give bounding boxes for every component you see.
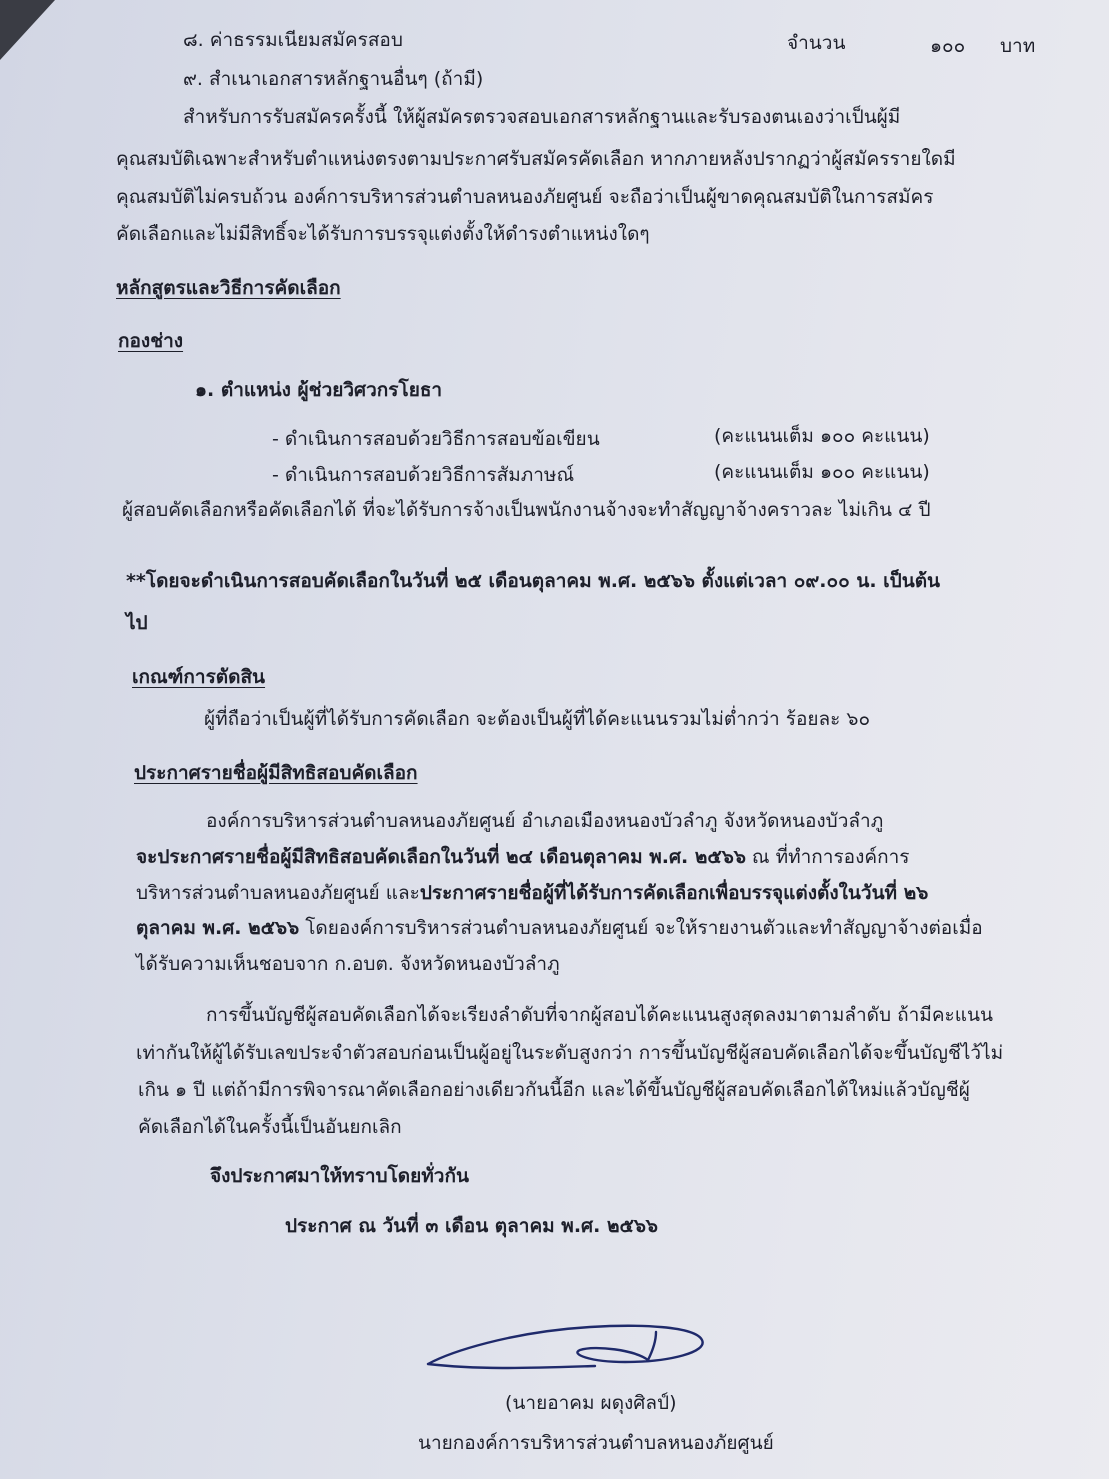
item-8-unit: บาท: [1000, 35, 1036, 57]
item-9-label: ๙. สำเนาเอกสารหลักฐานอื่นๆ (ถ้ามี): [183, 68, 484, 90]
announce-rest: ณ ที่ทำการองค์การ: [745, 846, 910, 868]
exam-date-note: **โดยจะดำเนินการสอบคัดเลือกในวันที่ ๒๕ เดือนตุลาคม พ.ศ. ๒๕๖๖ ตั้งแต่เวลา ๐๙.๐๐ น. เป็นต้น: [126, 570, 941, 592]
list-line: เท่ากันให้ผู้ได้รับเลขประจำตัวสอบก่อนเป็นผู้อยู่ในระดับสูงกว่า การขึ้นบัญชีผู้สอบคัดเลือกได้จะขึ้นบัญชีไว้ไม่: [136, 1042, 1004, 1064]
method-score: (คะแนนเต็ม ๑๐๐ คะแนน): [714, 461, 930, 483]
announce-month-bold: ตุลาคม พ.ศ. ๒๕๖๖: [136, 917, 300, 939]
method-score: (คะแนนเต็ม ๑๐๐ คะแนน): [714, 425, 930, 447]
signature-mark: [420, 1312, 720, 1392]
signer-name: (นายอาคม ผดุงศิลป์): [505, 1392, 677, 1414]
method-item: - ดำเนินการสอบด้วยวิธีการสอบข้อเขียน: [272, 428, 600, 450]
method-item: - ดำเนินการสอบด้วยวิธีการสัมภาษณ์: [272, 464, 575, 486]
intro-line: คุณสมบัติเฉพาะสำหรับตำแหน่งตรงตามประกาศรับสมัครคัดเลือก หากภายหลังปรากฏว่าผู้สมัครรายใดมี: [116, 148, 956, 170]
item-8-label: ๘. ค่าธรรมเนียมสมัครสอบ: [183, 29, 403, 51]
announce-date: ประกาศ ณ วันที่ ๓ เดือน ตุลาคม พ.ศ. ๒๕๖๖: [285, 1215, 658, 1237]
background-corner: [0, 0, 55, 60]
section-heading-criteria: เกณฑ์การตัดสิน: [132, 666, 266, 688]
intro-line: คุณสมบัติไม่ครบถ้วน องค์การบริหารส่วนตำบลหนองภัยศูนย์ จะถือว่าเป็นผู้ขาดคุณสมบัติในการสมัคร: [116, 186, 934, 208]
list-line: เกิน ๑ ปี แต่ถ้ามีการพิจารณาคัดเลือกอย่างเดียวกันนี้อีก และได้ขึ้นบัญชีผู้สอบคัดเลือกได้ใหม่แล้วบัญชีผู้: [138, 1079, 970, 1101]
announce-line: [136, 880, 928, 906]
exam-date-note-cont: ไป: [126, 612, 148, 634]
signer-title: นายกองค์การบริหารส่วนตำบลหนองภัยศูนย์: [418, 1432, 774, 1454]
section-heading-method: หลักสูตรและวิธีการคัดเลือก: [116, 277, 341, 299]
announce-date-bold: จะประกาศรายชื่อผู้มีสิทธิสอบคัดเลือกในวันที่ ๒๔ เดือนตุลาคม พ.ศ. ๒๕๖๖: [136, 846, 746, 868]
item-8-qty-label: จำนวน: [787, 32, 846, 54]
item-8-amount: ๑๐๐: [930, 35, 966, 57]
criteria-text: ผู้ที่ถือว่าเป็นผู้ที่ได้รับการคัดเลือก จะต้องเป็นผู้ที่ได้คะแนนรวมไม่ต่ำกว่า ร้อยละ ๖๐: [204, 708, 871, 730]
list-line: คัดเลือกได้ในครั้งนี้เป็นอันยกเลิก: [138, 1116, 402, 1138]
division-heading: กองช่าง: [118, 330, 184, 352]
announce-normal: บริหารส่วนตำบลหนองภัยศูนย์ และ: [136, 882, 420, 904]
announce-rest: โดยองค์การบริหารส่วนตำบลหนองภัยศูนย์ จะให้รายงานตัวและทำสัญญาจ้างต่อเมื่อ: [299, 917, 983, 939]
closing-statement: จึงประกาศมาให้ทราบโดยทั่วกัน: [210, 1165, 469, 1187]
list-line: การขึ้นบัญชีผู้สอบคัดเลือกได้จะเรียงลำดับที่จากผู้สอบได้คะแนนสูงสุดลงมาตามลำดับ ถ้ามีคะแนน: [206, 1004, 993, 1026]
position-title: ๑. ตำแหน่ง ผู้ช่วยวิศวกรโยธา: [195, 379, 443, 401]
intro-line: คัดเลือกและไม่มีสิทธิ์จะได้รับการบรรจุแต่งตั้งให้ดำรงตำแหน่งใดๆ: [116, 223, 650, 245]
announce-result-bold: ประกาศรายชื่อผู้ที่ได้รับการคัดเลือกเพื่อบรรจุแต่งตั้งในวันที่ ๒๖: [419, 882, 929, 904]
section-heading-announce: ประกาศรายชื่อผู้มีสิทธิสอบคัดเลือก: [134, 762, 418, 784]
contract-note: ผู้สอบคัดเลือกหรือคัดเลือกได้ ที่จะได้รับการจ้างเป็นพนักงานจ้างจะทำสัญญาจ้างคราวละ ไม่เกิน ๔ ปี: [122, 499, 931, 521]
announce-line: องค์การบริหารส่วนตำบลหนองภัยศูนย์ อำเภอเมืองหนองบัวลำภู จังหวัดหนองบัวลำภู: [206, 810, 884, 832]
announce-line: [136, 915, 983, 941]
announce-line: ได้รับความเห็นชอบจาก ก.อบต. จังหวัดหนองบัวลำภู: [136, 953, 560, 975]
announce-line: [136, 844, 909, 870]
intro-line: สำหรับการรับสมัครครั้งนี้ ให้ผู้สมัครตรวจสอบเอกสารหลักฐานและรับรองตนเองว่าเป็นผู้มี: [183, 106, 901, 128]
